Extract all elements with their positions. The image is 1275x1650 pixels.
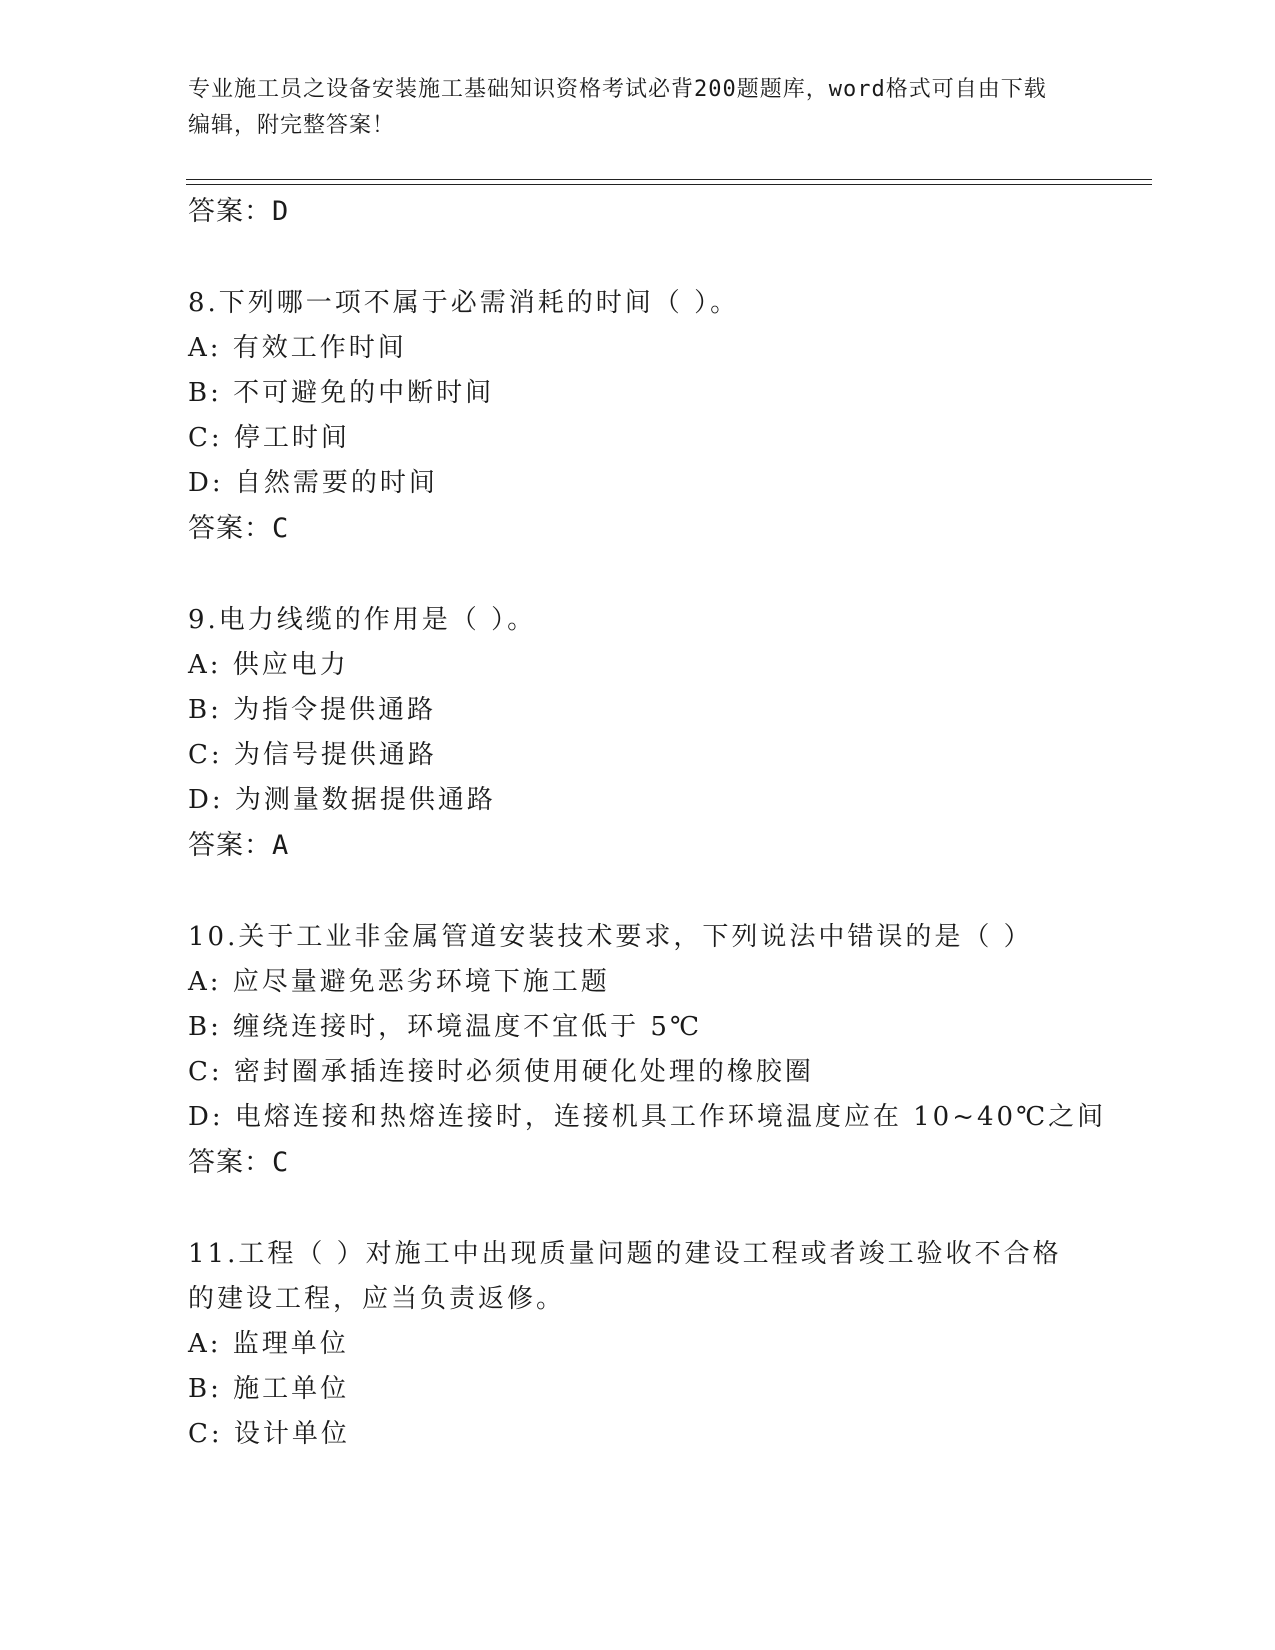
question-11-option-a: A: 监理单位 xyxy=(188,1329,349,1359)
question-11-option-c: C: 设计单位 xyxy=(188,1419,350,1449)
answer-line: 答案：D xyxy=(188,196,290,227)
header-rule-top xyxy=(186,179,1152,180)
question-11-text: 11.工程（ ）对施工中出现质量问题的建设工程或者竣工验收不合格的建设工程，应当负责返修。 xyxy=(188,1239,1062,1314)
spacer xyxy=(188,1185,1088,1232)
question-9-option-b: B: 为指令提供通路 xyxy=(188,695,437,725)
question-8-option-c: C: 停工时间 xyxy=(188,423,350,453)
question-list xyxy=(188,189,1107,1457)
question-10-option-c: C: 密封圈承插连接时必须使用硬化处理的橡胶圈 xyxy=(188,1057,814,1087)
question-9-answer: 答案：A xyxy=(188,830,290,861)
question-9-option-d: D: 为测量数据提供通路 xyxy=(188,785,496,815)
document-header-title: 专业施工员之设备安装施工基础知识资格考试必背200题题库，word格式可自由下载编辑，附完整答案！ xyxy=(188,77,1047,138)
question-9-option-c: C: 为信号提供通路 xyxy=(188,740,437,770)
header-rule-bottom xyxy=(186,184,1152,185)
question-9-option-a: A: 供应电力 xyxy=(188,650,349,680)
question-10-option-d: D: 电熔连接和热熔连接时，连接机具工作环境温度应在 10~40℃之间 xyxy=(188,1102,1107,1132)
spacer xyxy=(188,868,1088,915)
question-10-option-a: A: 应尽量避免恶劣环境下施工题 xyxy=(188,967,610,997)
question-10-option-b: B: 缠绕连接时，环境温度不宜低于 5℃ xyxy=(188,1012,703,1042)
question-10-answer: 答案：C xyxy=(188,1147,290,1178)
question-8-answer: 答案：C xyxy=(188,513,290,544)
spacer xyxy=(188,551,1088,598)
question-11-option-b: B: 施工单位 xyxy=(188,1374,350,1404)
spacer xyxy=(188,234,1088,281)
question-8-option-b: B: 不可避免的中断时间 xyxy=(188,378,495,408)
question-9-text: 9.电力线缆的作用是（ ）。 xyxy=(188,605,537,635)
question-8-option-a: A: 有效工作时间 xyxy=(188,333,407,363)
question-10-text: 10.关于工业非金属管道安装技术要求，下列说法中错误的是（ ） xyxy=(188,922,1033,952)
question-8-option-d: D: 自然需要的时间 xyxy=(188,468,438,498)
question-8-text: 8.下列哪一项不属于必需消耗的时间（ ）。 xyxy=(188,288,740,318)
